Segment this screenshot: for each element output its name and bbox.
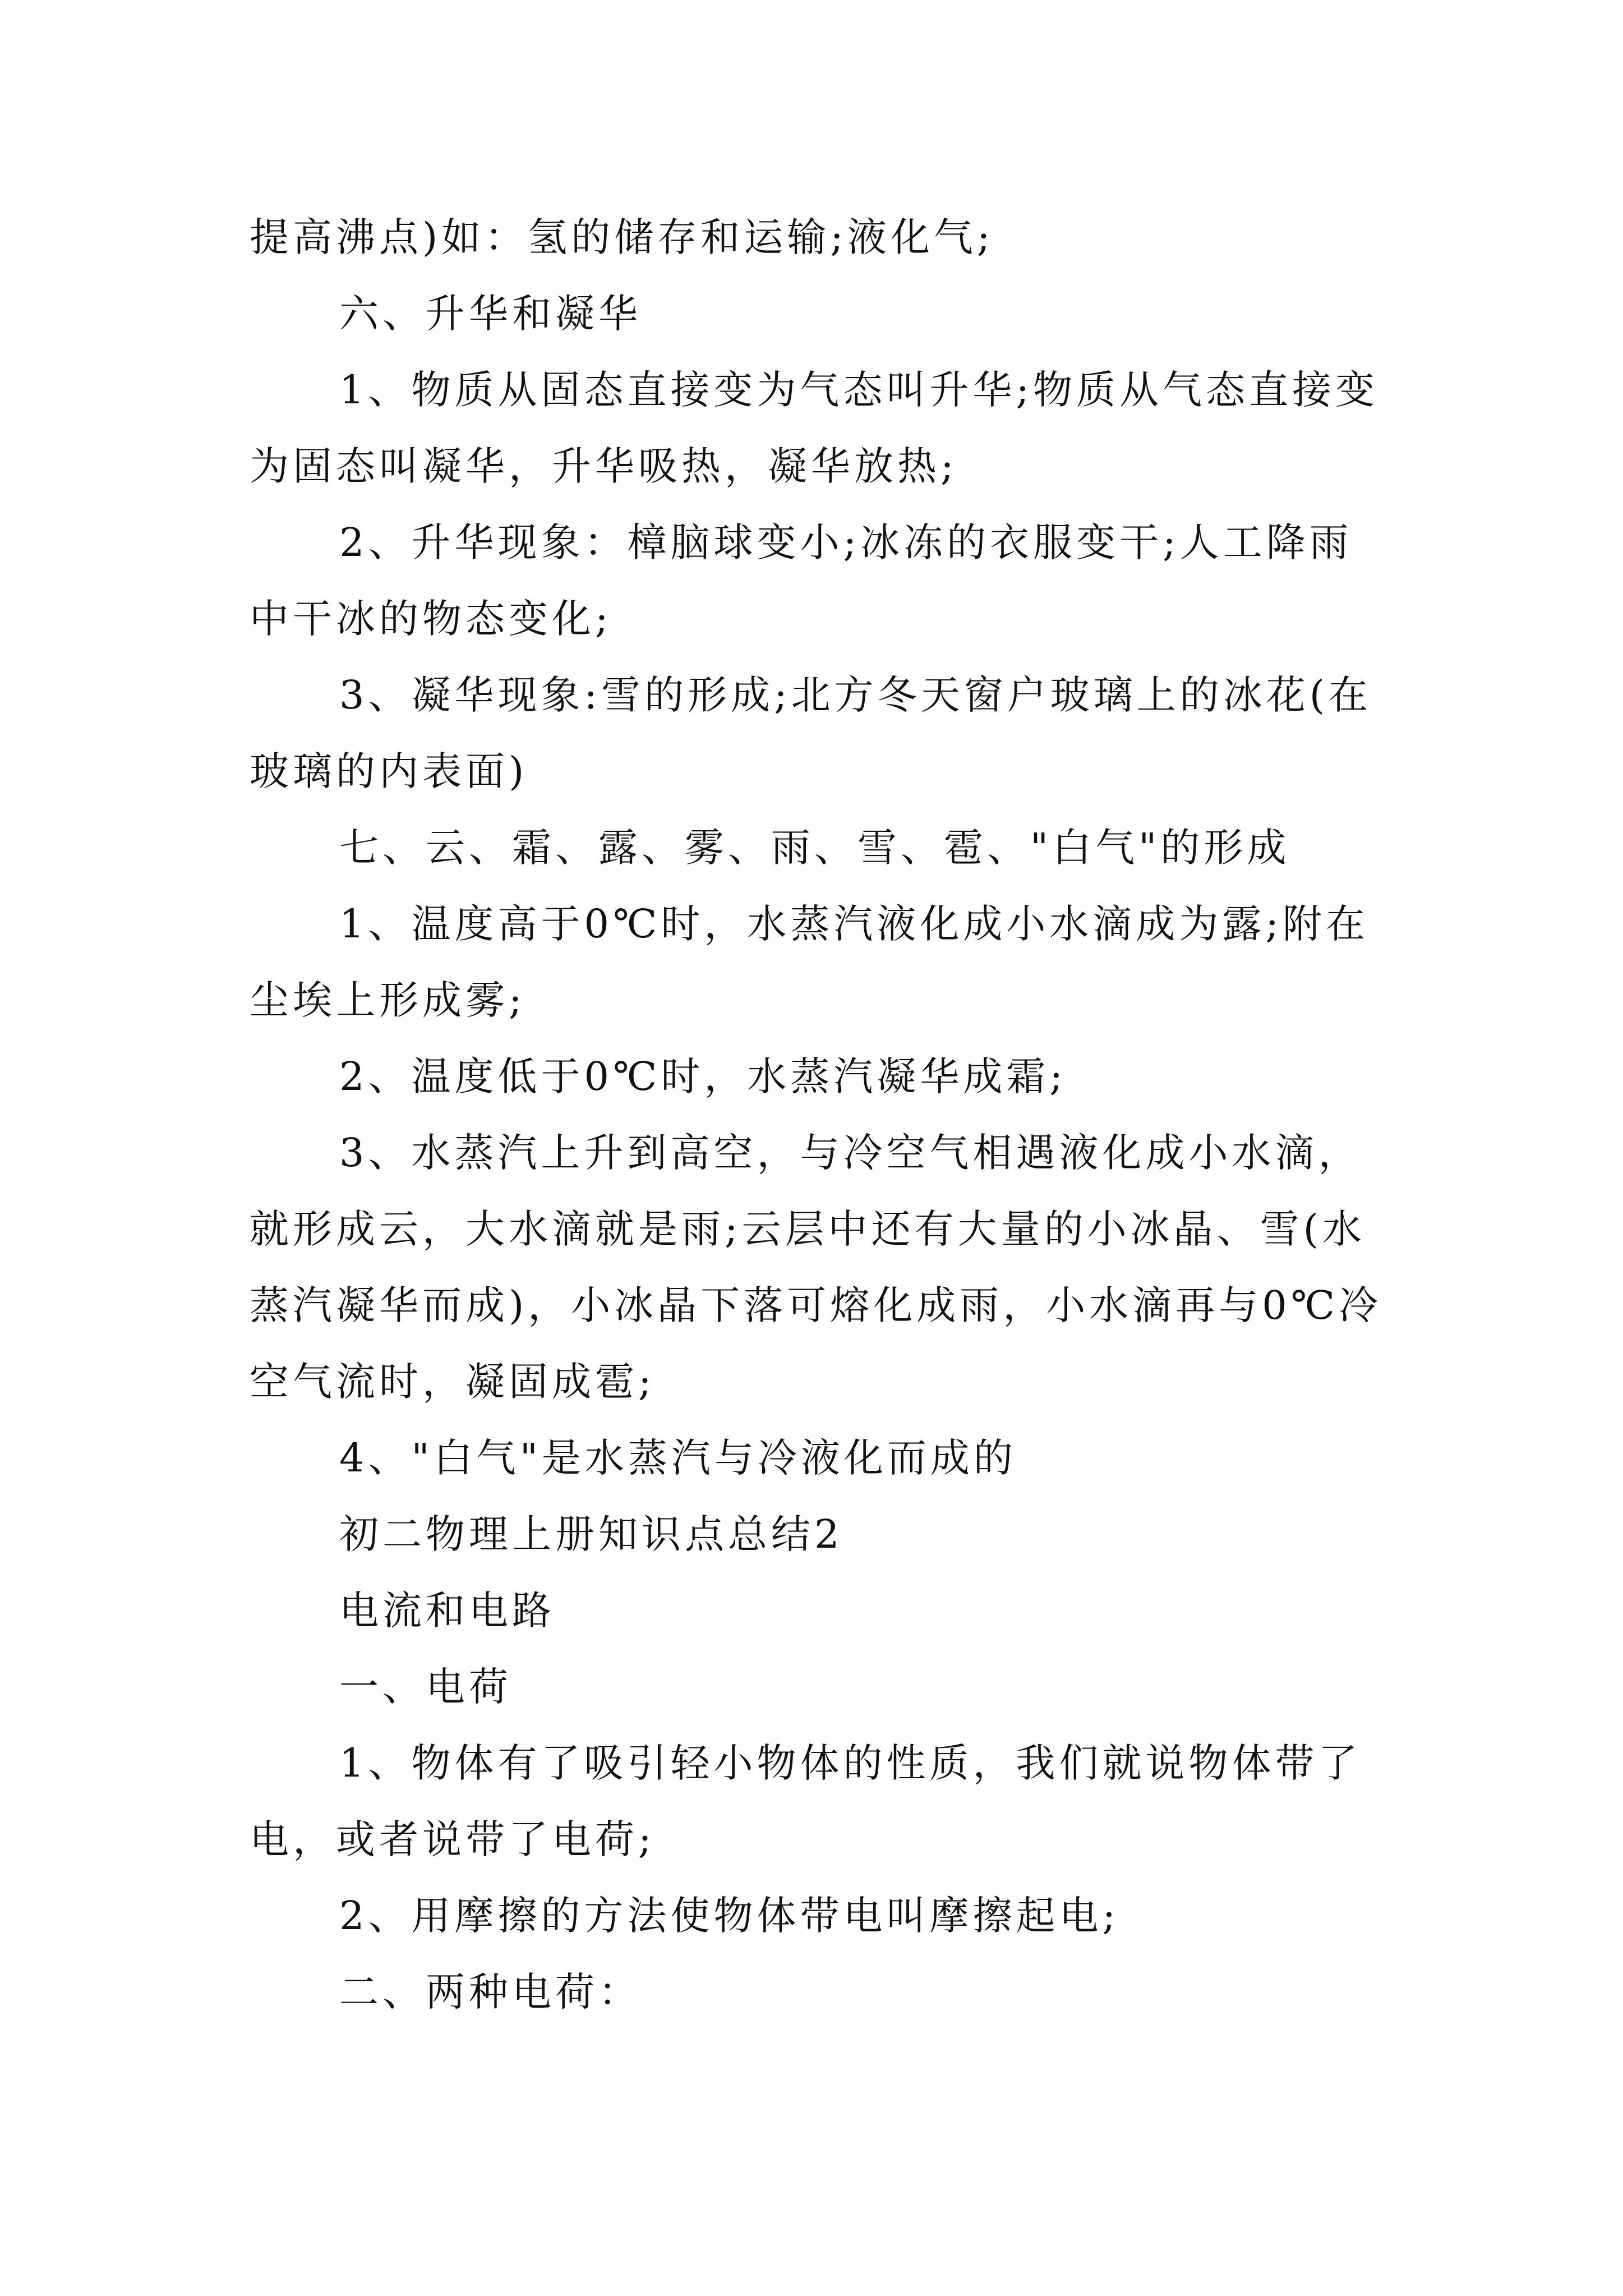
paragraph-9: 3、水蒸汽上升到高空，与冷空气相遇液化成小水滴，就形成云，大水滴就是雨;云层中还有大量的小冰晶、雪(水蒸汽凝华而成)，小冰晶下落可熔化成雨，小水滴再与0℃冷空气流时，凝固成雹; — [250, 1130, 1382, 1405]
section-heading-charge: 一、电荷 — [339, 1664, 512, 1710]
paragraph-10: 4、"白气"是水蒸汽与冷液化而成的 — [339, 1435, 1017, 1481]
paragraph-8: 2、温度低于0℃时，水蒸汽凝华成霜; — [339, 1053, 1067, 1099]
paragraph-3: 1、物质从固态直接变为气态叫升华;物质从气态直接变为固态叫凝华，升华吸热，凝华放热; — [250, 367, 1379, 489]
paragraph-14: 1、物体有了吸引轻小物体的性质，我们就说物体带了电，或者说带了电荷; — [250, 1740, 1362, 1862]
section-heading-weather: 七、云、霜、露、雾、雨、雪、雹、"白气"的形成 — [339, 825, 1290, 871]
paragraph-15: 2、用摩擦的方法使物体带电叫摩擦起电; — [339, 1893, 1120, 1939]
document-title-2: 初二物理上册知识点总结2 — [339, 1511, 843, 1557]
section-heading-sublimation: 六、升华和凝华 — [339, 291, 642, 337]
paragraph-4: 2、升华现象：樟脑球变小;冰冻的衣服变干;人工降雨中干冰的物态变化; — [250, 519, 1353, 642]
section-heading-two-charges: 二、两种电荷： — [339, 1969, 642, 2015]
paragraph-5: 3、凝华现象:雪的形成;北方冬天窗户玻璃上的冰花(在玻璃的内表面) — [250, 672, 1372, 794]
paragraph-7: 1、温度高于0℃时，水蒸汽液化成小水滴成为露;附在尘埃上形成雾; — [250, 901, 1369, 1023]
paragraph-1: 提高沸点)如：氢的储存和运输;液化气; — [250, 214, 994, 260]
chapter-heading-current: 电流和电路 — [339, 1588, 555, 1634]
document-body — [250, 199, 1388, 2030]
